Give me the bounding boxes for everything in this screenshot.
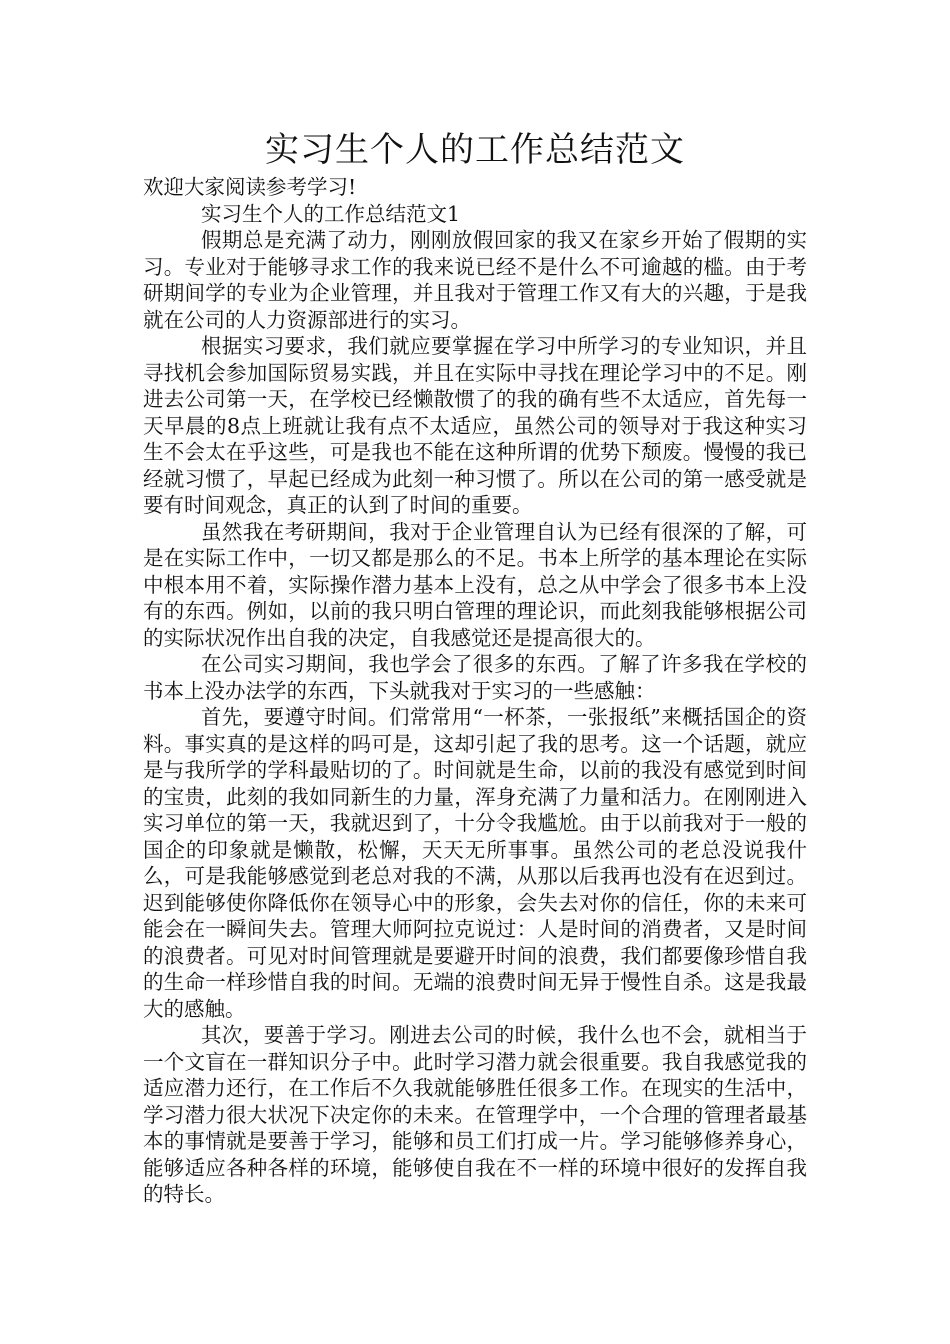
paragraph-3: 虽然我在考研期间，我对于企业管理自认为已经有很深的了解，可是在实际工作中，一切又都是那么的不足。书本上所学的基本理论在实际中根本用不着，实际操作潜力基本上没有，总之从中学会了很多书本上没有的东西。例如，以前的我只明白管理的理论识，而此刻我能够根据公司的实际状况作出自我的决定，自我感觉还是提高很大的。 — [143, 519, 807, 650]
document-title: 实习生个人的工作总结范文 — [265, 130, 685, 170]
document-page — [143, 128, 807, 1208]
paragraph-2: 根据实习要求，我们就应要掌握在学习中所学习的专业知识，并且寻找机会参加国际贸易实践，并且在实际中寻找在理论学习中的不足。刚进去公司第一天，在学校已经懒散惯了的我的确有些不太适应，首先每一天早晨的8点上班就让我有点不太适应，虽然公司的领导对于我这种实习生不会太在乎这些，可是我也不能在这种所谓的优势下颓废。慢慢的我已经就习惯了，早起已经成为此刻一种习惯了。所以在公司的第一感受就是要有时间观念，真正的认到了时间的重要。 — [143, 334, 807, 517]
paragraph-4: 在公司实习期间，我也学会了很多的东西。了解了许多我在学校的书本上没办法学的东西，下头就我对于实习的一些感触： — [143, 652, 807, 703]
section-subtitle: 实习生个人的工作总结范文1 — [201, 201, 461, 226]
paragraph-5: 首先，要遵守时间。们常常用“一杯茶，一张报纸”来概括国企的资料。事实真的是这样的吗可是，这却引起了我的思考。这一个话题，就应是与我所学的学科最贴切的了。时间就是生命，以前的我没有感觉到时间的宝贵，此刻的我如同新生的力量，浑身充满了力量和活力。在刚刚进入实习单位的第一天，我就迟到了，十分令我尴尬。由于以前我对于一般的国企的印象就是懒散，松懈，天天无所事事。虽然公司的老总没说我什么，可是我能够感觉到老总对我的不满，从那以后我再也没有在迟到过。迟到能够使你降低你在领导心中的形象，会失去对你的信任，你的未来可能会在一瞬间失去。管理大师阿拉克说过：人是时间的消费者，又是时间的浪费者。可见对时间管理就是要避开时间的浪费，我们都要像珍惜自我的生命一样珍惜自我的时间。无端的浪费时间无异于慢性自杀。这是我最大的感触。 — [143, 705, 807, 1021]
paragraph-6: 其次，要善于学习。刚进去公司的时候，我什么也不会，就相当于一个文盲在一群知识分子中。此时学习潜力就会很重要。我自我感觉我的适应潜力还行，在工作后不久我就能够胜任很多工作。在现实的生活中，学习潜力很大状况下决定你的未来。在管理学中，一个合理的管理者最基本的事情就是要善于学习，能够和员工们打成一片。学习能够修养身心，能够适应各种各样的环境，能够使自我在不一样的环境中很好的发挥自我的特长。 — [143, 1023, 807, 1206]
greeting-line: 欢迎大家阅读参考学习! — [143, 175, 357, 199]
paragraph-1: 假期总是充满了动力，刚刚放假回家的我又在家乡开始了假期的实习。专业对于能够寻求工作的我来说已经不是什么不可逾越的槛。由于考研期间学的专业为企业管理，并且我对于管理工作又有大的兴趣，于是我就在公司的人力资源部进行的实习。 — [143, 228, 807, 332]
